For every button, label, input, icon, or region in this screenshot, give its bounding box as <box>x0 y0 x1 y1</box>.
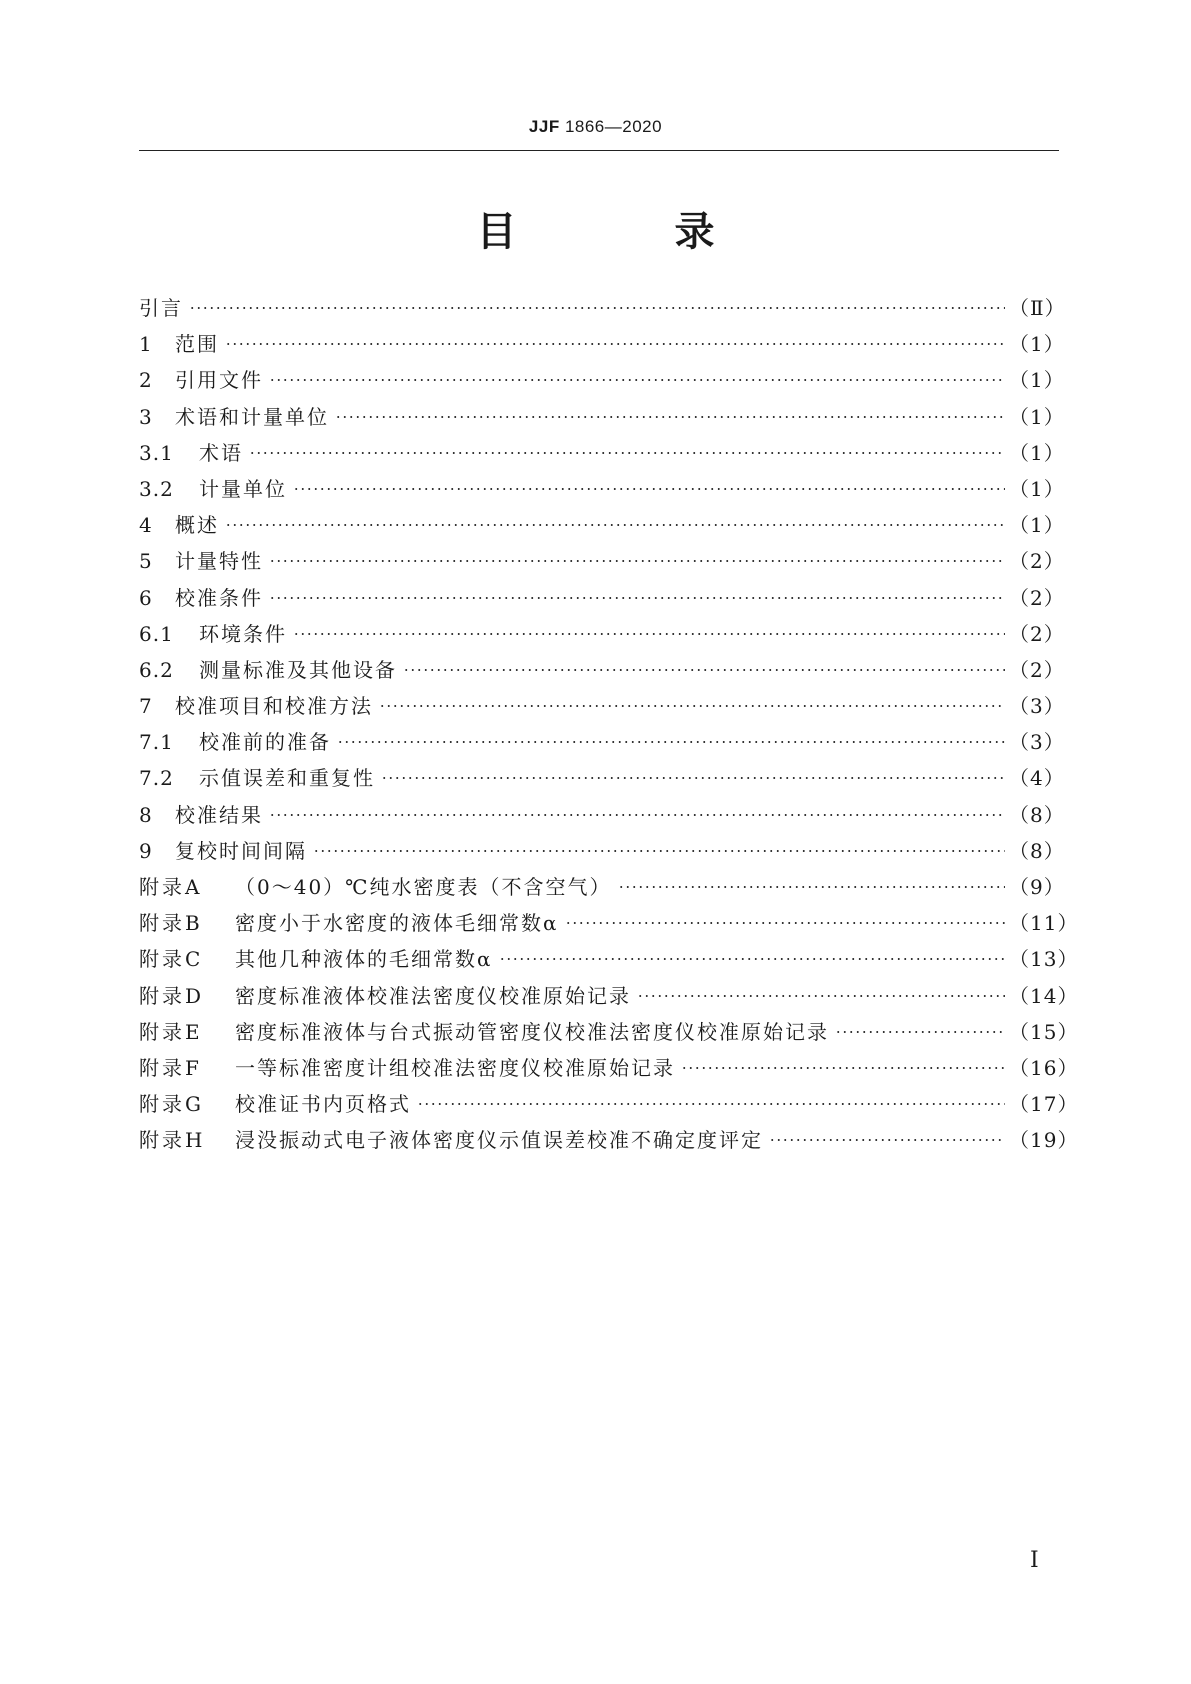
toc-entry-title: （0～40）℃纯水密度表（不含空气） <box>235 875 612 899</box>
toc-entry[interactable] <box>139 869 1065 905</box>
toc-entry[interactable] <box>139 399 1065 435</box>
toc-entry-title: 一等标准密度计组校准法密度仪校准原始记录 <box>235 1055 675 1080</box>
page-title: 目 录 <box>476 209 787 255</box>
toc-entry-title: 校准项目和校准方法 <box>175 694 373 719</box>
toc-dot-leader <box>269 379 1005 381</box>
toc-entry-title: 计量单位 <box>199 476 287 501</box>
toc-dot-leader <box>249 452 1005 454</box>
toc-entry-number: 附录C <box>139 947 204 972</box>
toc-entry-page: （9） <box>1009 875 1065 899</box>
toc-entry-title: 引言 <box>139 296 183 320</box>
toc-dot-leader <box>269 560 1005 562</box>
toc-entry[interactable] <box>139 1014 1079 1050</box>
toc-entry-number: 9 <box>139 838 153 863</box>
toc-entry[interactable] <box>139 507 1065 543</box>
toc-entry-page: （8） <box>1009 802 1065 827</box>
toc-entry-title: 校准条件 <box>175 585 263 610</box>
toc-entry[interactable] <box>139 941 1079 977</box>
toc-entry[interactable] <box>139 797 1065 833</box>
toc-entry-page: （17） <box>1009 1092 1079 1117</box>
toc-entry-title: 密度小于水密度的液体毛细常数α <box>235 911 559 936</box>
toc-entry-number: 2 <box>139 368 153 393</box>
toc-dot-leader <box>269 814 1005 816</box>
toc-entry-page: （3） <box>1009 730 1065 755</box>
toc-entry-number: 4 <box>139 513 153 538</box>
toc-entry-page: （13） <box>1009 947 1079 972</box>
toc-entry-page: （2） <box>1009 549 1065 574</box>
toc-entry-title: 计量特性 <box>175 549 263 574</box>
toc-dot-leader <box>269 597 1005 599</box>
toc-entry-number: 7.1 <box>139 730 174 755</box>
toc-entry-number: 8 <box>139 802 153 827</box>
toc-entry-title: 环境条件 <box>199 621 287 646</box>
toc-entry-number: 6 <box>139 585 153 610</box>
toc-entry-title: 密度标准液体校准法密度仪校准原始记录 <box>235 983 631 1008</box>
toc-entry-number: 附录D <box>139 983 205 1008</box>
toc-entry-page: （16） <box>1009 1055 1079 1080</box>
toc-entry[interactable] <box>139 833 1065 869</box>
toc-entry[interactable] <box>139 580 1065 616</box>
toc-entry-title: 示值误差和重复性 <box>199 766 375 791</box>
header-divider <box>139 150 1059 151</box>
toc-entry[interactable] <box>139 616 1065 652</box>
toc-entry[interactable] <box>139 471 1065 507</box>
toc-entry-number: 7.2 <box>139 766 174 791</box>
toc-dot-leader <box>681 1067 1005 1069</box>
toc-entry-number: 6.1 <box>139 621 174 646</box>
toc-entry-title: 测量标准及其他设备 <box>199 657 397 682</box>
toc-entry-title: 校准结果 <box>175 802 263 827</box>
toc-entry-title: 术语和计量单位 <box>175 404 329 429</box>
toc-entry-page: （1） <box>1009 513 1065 538</box>
toc-entry-page: （Ⅱ） <box>1009 296 1066 320</box>
toc-entry-page: （1） <box>1009 332 1065 357</box>
toc-entry-number: 3.1 <box>139 440 174 465</box>
toc-entry-title: 引用文件 <box>175 368 263 393</box>
toc-dot-leader <box>403 669 1005 671</box>
toc-entry[interactable] <box>139 1122 1079 1158</box>
toc-entry-number: 3.2 <box>139 476 174 501</box>
toc-entry[interactable] <box>139 1050 1079 1086</box>
toc-dot-leader <box>417 1103 1005 1105</box>
toc-entry-page: （1） <box>1009 368 1065 393</box>
toc-dot-leader <box>225 343 1005 345</box>
toc-entry-title: 校准证书内页格式 <box>235 1092 411 1117</box>
toc-entry-title: 术语 <box>199 440 243 465</box>
toc-entry-page: （1） <box>1009 440 1065 465</box>
toc-entry-page: （4） <box>1009 766 1065 791</box>
toc-entry-title: 校准前的准备 <box>199 730 331 755</box>
toc-dot-leader <box>618 886 1005 888</box>
toc-entry-number: 附录G <box>139 1092 204 1117</box>
page-header <box>0 117 1191 137</box>
toc-entry-title: 其他几种液体的毛细常数α <box>235 947 493 972</box>
standard-prefix: JJF <box>528 117 560 136</box>
toc-entry[interactable] <box>139 760 1065 796</box>
toc-entry-page: （8） <box>1009 838 1065 863</box>
toc-entry[interactable] <box>139 435 1065 471</box>
toc-entry[interactable] <box>139 652 1065 688</box>
toc-entry-page: （1） <box>1009 404 1065 429</box>
toc-entry[interactable] <box>139 326 1065 362</box>
toc-dot-leader <box>565 922 1005 924</box>
toc-entry[interactable] <box>139 978 1079 1014</box>
toc-entry-title: 复校时间间隔 <box>175 838 307 863</box>
toc-entry-title: 范围 <box>175 332 219 357</box>
toc-entry-page: （14） <box>1009 983 1079 1008</box>
toc-dot-leader <box>381 777 1005 779</box>
toc-entry-number: 附录A <box>139 875 203 899</box>
toc-dot-leader <box>835 1031 1005 1033</box>
toc-entry[interactable] <box>139 905 1079 941</box>
page-number: Ⅰ <box>1030 1548 1039 1573</box>
toc-entry-number: 6.2 <box>139 657 174 682</box>
toc-entry-title: 密度标准液体与台式振动管密度仪校准法密度仪校准原始记录 <box>235 1019 829 1044</box>
toc-entry-number: 附录F <box>139 1055 202 1080</box>
toc-dot-leader <box>379 705 1005 707</box>
toc-entry-number: 7 <box>139 694 153 719</box>
toc-dot-leader <box>225 524 1005 526</box>
toc-entry[interactable] <box>139 362 1065 398</box>
toc-dot-leader <box>293 488 1005 490</box>
toc-entry-page: （11） <box>1009 911 1079 936</box>
toc-entry-number: 附录H <box>139 1128 206 1153</box>
toc-dot-leader <box>189 307 1005 309</box>
toc-entry-title: 概述 <box>175 513 219 538</box>
toc-dot-leader <box>335 416 1005 418</box>
toc-entry[interactable] <box>139 724 1065 760</box>
toc-entry-page: （15） <box>1009 1019 1079 1044</box>
toc-dot-leader <box>313 850 1005 852</box>
toc-dot-leader <box>293 633 1005 635</box>
toc-entry[interactable] <box>139 543 1065 579</box>
toc-dot-leader <box>769 1139 1005 1141</box>
toc-entry-page: （3） <box>1009 694 1065 719</box>
toc-entry-number: 附录E <box>139 1019 203 1044</box>
toc-entry[interactable] <box>139 1086 1079 1122</box>
toc-entry-number: 1 <box>139 332 153 357</box>
toc-entry-page: （1） <box>1009 476 1065 501</box>
toc-dot-leader <box>337 741 1005 743</box>
toc-entry-page: （19） <box>1009 1128 1079 1153</box>
toc-entry-page: （2） <box>1009 621 1065 646</box>
toc-dot-leader <box>499 958 1005 960</box>
toc-entry-title: 浸没振动式电子液体密度仪示值误差校准不确定度评定 <box>235 1128 763 1153</box>
standard-number: 1866—2020 <box>564 117 663 136</box>
toc-entry-number: 附录B <box>139 911 203 936</box>
table-of-contents <box>139 290 1079 1159</box>
toc-entry-page: （2） <box>1009 657 1065 682</box>
toc-entry[interactable] <box>139 688 1065 724</box>
toc-entry-number: 5 <box>139 549 153 574</box>
toc-dot-leader <box>637 995 1005 997</box>
toc-entry-page: （2） <box>1009 585 1065 610</box>
toc-entry[interactable] <box>139 290 1066 326</box>
toc-entry-number: 3 <box>139 404 153 429</box>
